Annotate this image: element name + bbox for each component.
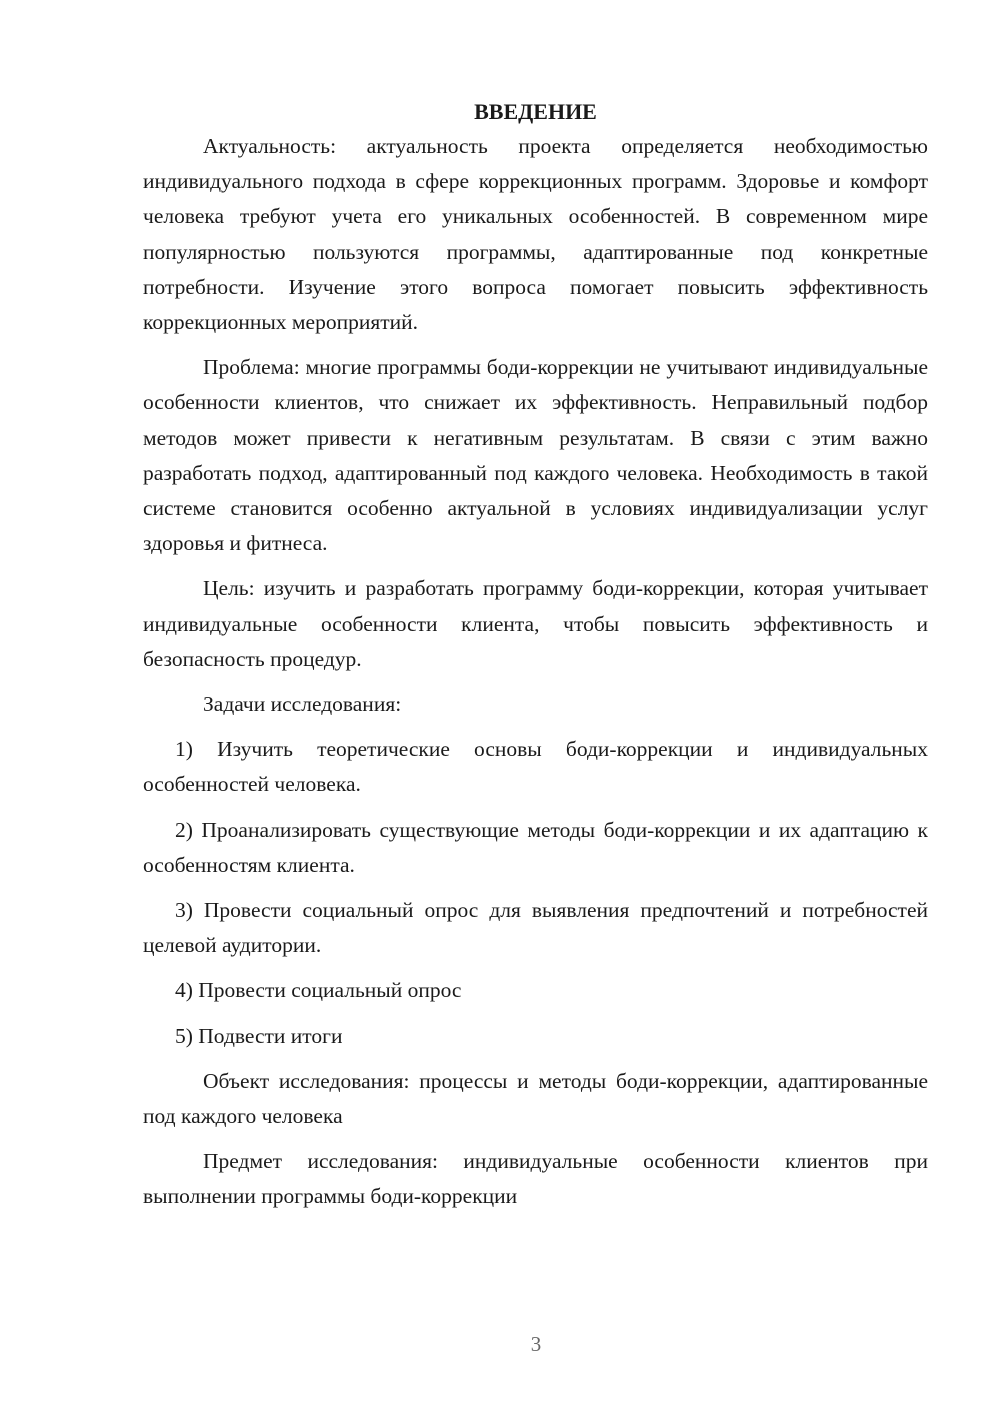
paragraph-subject: Предмет исследования: индивидуальные особенности клиентов при выполнении программы боди-коррекции	[143, 1149, 928, 1209]
list-item: 2) Проанализировать существующие методы боди-коррекции и их адаптацию к особенностям клиента.	[143, 817, 928, 877]
list-item: 4) Провести социальный опрос	[175, 978, 462, 1003]
list-item: 3) Провести социальный опрос для выявления предпочтений и потребностей целевой аудитории.	[143, 898, 928, 958]
list-item: 5) Подвести итоги	[175, 1023, 343, 1048]
paragraph-object: Объект исследования: процессы и методы боди-коррекции, адаптированные под каждого человека	[143, 1068, 928, 1129]
tasks-heading: Задачи исследования:	[203, 692, 402, 717]
paragraph-relevance: Актуальность: актуальность проекта определяется необходимостью индивидуального подхода в сфере коррекционных программ. Здоровье и комфорт человека требуют учета его уникальных особенностей. В современном мире популярностью пользуются программы, адаптированные под конкретные потребности. Изучение этого вопроса помогает повысить эффективность коррекционных мероприятий.	[143, 134, 928, 335]
section-title: ВВЕДЕНИЕ	[474, 99, 597, 124]
paragraph-problem: Проблема: многие программы боди-коррекции не учитывают индивидуальные особенности клиентов, что снижает их эффективность. Неправильный подбор методов может привести к негативным результатам. В связи с этим важно разработать подход, адаптированный под каждого человека. Необходимость в такой системе становится особенно актуальной в условиях индивидуализации услуг здоровья и фитнеса.	[143, 355, 928, 556]
tasks-list	[143, 732, 928, 1054]
page-content	[143, 94, 928, 1215]
page-number: 3	[530, 1332, 542, 1356]
paragraph-goal: Цель: изучить и разработать программу боди-коррекции, которая учитывает индивидуальные особенности клиента, чтобы повысить эффективность и безопасность процедур.	[143, 576, 928, 671]
list-item: 1) Изучить теоретические основы боди-коррекции и индивидуальных особенностей человека.	[143, 737, 928, 797]
